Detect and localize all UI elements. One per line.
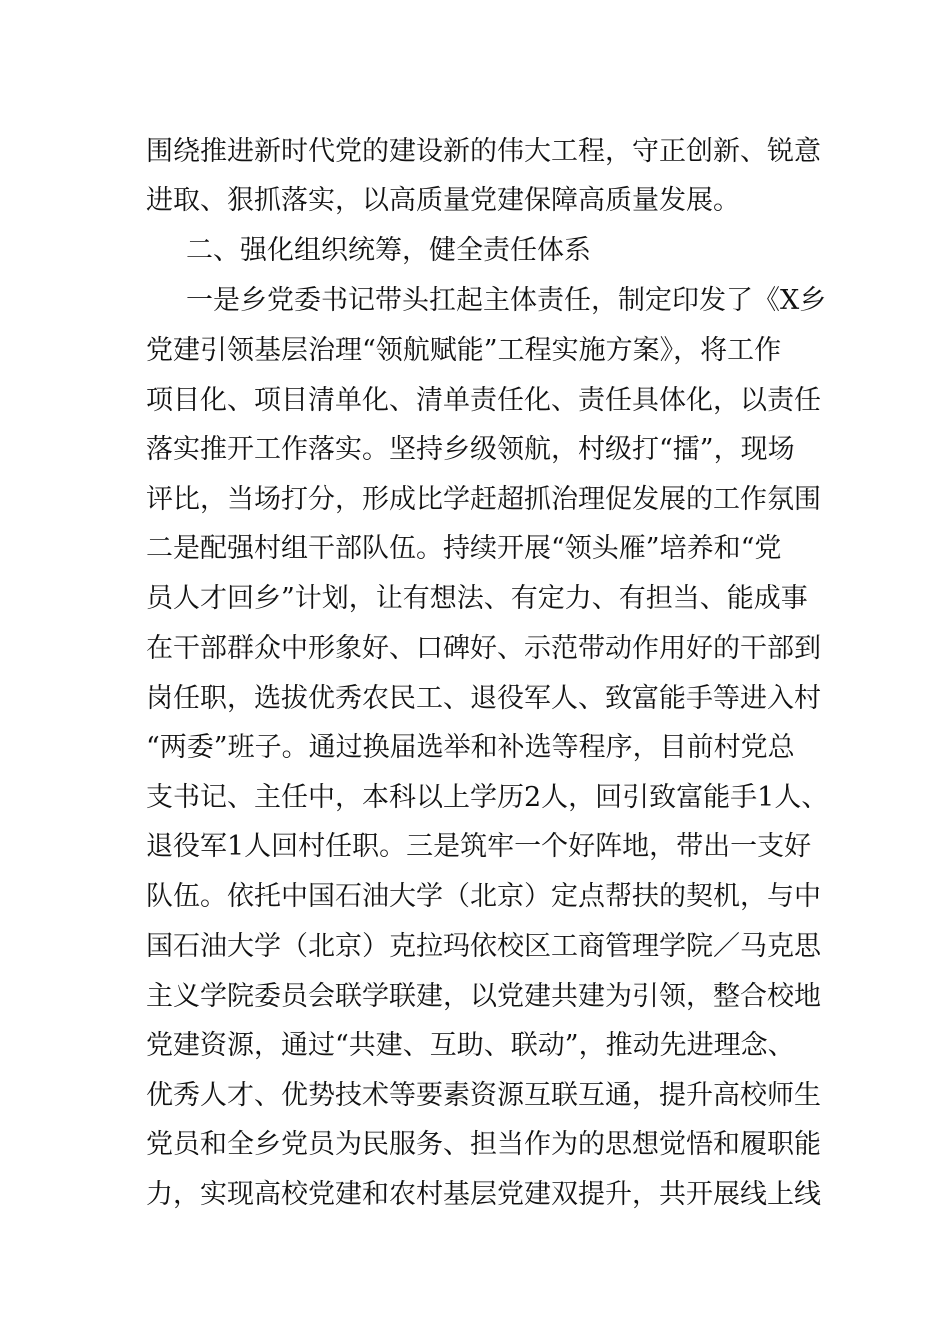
paragraph-line: 队伍。依托中国石油大学（北京）定点帮扶的契机，与中 <box>146 881 821 912</box>
paragraph-line: 在干部群众中形象好、口碑好、示范带动作用好的干部到 <box>146 633 821 664</box>
paragraph-line: 围绕推进新时代党的建设新的伟大工程，守正创新、锐意 <box>146 136 821 167</box>
paragraph-line: 支书记、主任中，本科以上学历2人，回引致富能手1人、 <box>146 782 829 813</box>
paragraph-line: 落实推开工作落实。坚持乡级领航，村级打“擂”，现场 <box>146 434 795 465</box>
paragraph-line: 进取、狠抓落实，以高质量党建保障高质量发展。 <box>146 185 740 216</box>
paragraph-line: 一是乡党委书记带头扛起主体责任，制定印发了《X乡 <box>186 285 827 316</box>
paragraph-line: 党建引领基层治理“领航赋能”工程实施方案》，将工作 <box>146 335 782 366</box>
paragraph-line: 评比，当场打分，形成比学赶超抓治理促发展的工作氛围 <box>146 484 821 515</box>
paragraph-line: “两委”班子。通过换届选举和补选等程序，目前村党总 <box>146 732 795 763</box>
paragraph-line: 力，实现高校党建和农村基层党建双提升，共开展线上线 <box>146 1179 821 1210</box>
paragraph-line: 优秀人才、优势技术等要素资源互联互通，提升高校师生 <box>146 1080 821 1111</box>
paragraph-line: 党员和全乡党员为民服务、担当作为的思想觉悟和履职能 <box>146 1129 821 1160</box>
paragraph-line: 项目化、项目清单化、清单责任化、责任具体化，以责任 <box>146 385 821 416</box>
paragraph-line: 国石油大学（北京）克拉玛依校区工商管理学院／马克思 <box>146 931 821 962</box>
paragraph-line: 党建资源，通过“共建、互助、联动”，推动先进理念、 <box>146 1030 795 1061</box>
paragraph-line: 二是配强村组干部队伍。持续开展“领头雁”培养和“党 <box>146 533 782 564</box>
paragraph-line: 退役军1人回村任职。三是筑牢一个好阵地，带出一支好 <box>146 831 812 862</box>
paragraph-line: 主义学院委员会联学联建，以党建共建为引领，整合校地 <box>146 981 821 1012</box>
paragraph-line: 岗任职，选拔优秀农民工、退役军人、致富能手等进入村 <box>146 683 821 714</box>
section-heading: 二、强化组织统筹，健全责任体系 <box>186 235 591 266</box>
paragraph-line: 员人才回乡”计划，让有想法、有定力、有担当、能成事 <box>146 583 808 614</box>
